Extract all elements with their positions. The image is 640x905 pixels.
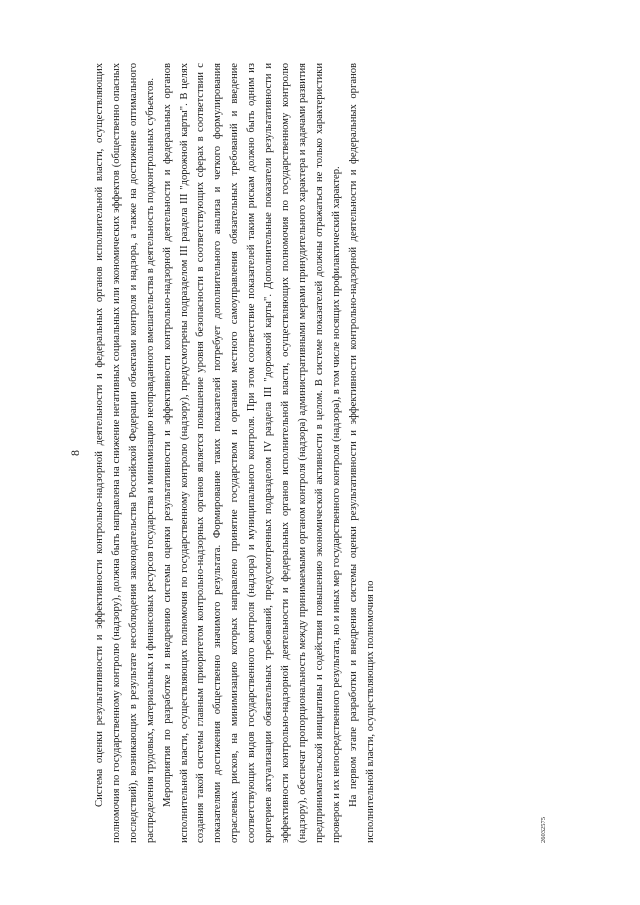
paragraph-3: На первом этапе разработки и внедрения системы оценки результативности и эффективности контрольно-надзорной деятельности и федеральных органов исполнительной власти, осуществляющих полномочия по — [347, 63, 376, 843]
rotated-page-content — [68, 63, 568, 843]
body-text — [92, 63, 379, 843]
paragraph-2: Мероприятия по разработке и внедрению системы оценки результативности и эффективности контрольно-надзорной деятельности и федеральных органов исполнительной власти, осуществляющих полномочия по государственному контролю (надзору), предусмотрены подразделом III раздела III "дорожной карты". В целях создания такой системы главным приоритетом контрольно-надзорных органов является повышение уровня безопасности в соответствующих сферах в соответствии с показателями достижения общественно значимого результата. Формирование таких показателей потребует дополнительного анализа и четкого формулирования отраслевых рисков, на минимизацию которых направлено принятие государством и органами местного самоуправления обязательных требований и введение соответствующих видов государственного контроля (надзора) и муниципального контроля. При этом соответствие показателей таким рискам должно быть одним из критериев актуализации обязательных требований, предусмотренных подразделом IV раздела III "дорожной карты". Дополнительные показатели результативности и эффективности контрольно-надзорной деятельности и федеральных органов исполнительной власти, осуществляющих полномочия по государственному контролю (надзору), обеспечат пропорциональность между принимаемыми органом контроля (надзора) административными мерами принудительного характера и задачами развития предпринимательской инициативы и содействия повышению экономической активности в целом. В системе показателей должны отражаться не только характеристики проверок и их непосредственного результата, но и иных мер государственного контроля (надзора), в том числе носящих профилактический характер. — [161, 63, 342, 843]
paragraph-1: Система оценки результативности и эффективности контрольно-надзорной деятельности и федеральных органов исполнительной власти, осуществляющих полномочия по государственному контролю (надзору), должна быть направлена на снижение негативных социальных или экономических эффектов (общественно опасных последствий), возникающих в результате несоблюдения законодательства Российской Федерации объектами контроля и надзора, а также на достижение оптимального распределения трудовых, материальных и финансовых ресурсов государства и минимизацию неоправданного вмешательства в деятельность подконтрольных субъектов. — [94, 63, 156, 843]
page-number: 8 — [68, 450, 82, 456]
document-code: 26032575 — [540, 817, 547, 843]
